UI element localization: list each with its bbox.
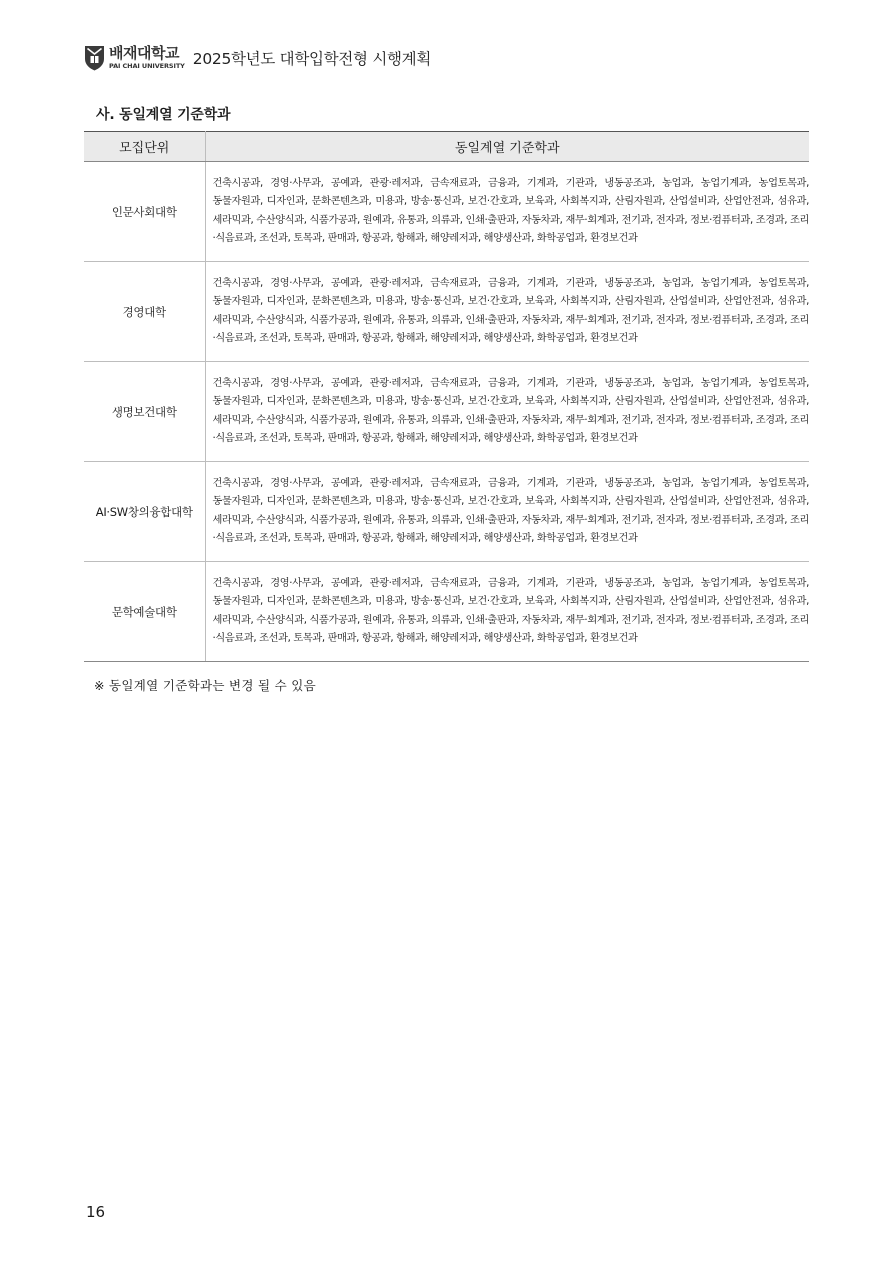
table-row [84,362,809,462]
logo-english-text: PAI CHAI UNIVERSITY [109,62,185,71]
section-title: 사. 동일계열 기준학과 [96,107,231,123]
departments-text: 건축시공과, 경영·사무과, 공예과, 관광·레저과, 금속재료과, 금융과, 기계과, 기관과, 냉동공조과, 농업과, 농업기계과, 농업토목과, 동물자원과, 디자인과, 문화콘텐츠과, 미용과, 방송·통신과, 보건·간호과, 보육과, 사회복지과, 산림자원과, 산업설비과, 산업안전과, 섬유과, 세라믹과, 수산양식과, 식품가공과, 원예과, 유통과, 의류과, 인쇄·출판과, 자동차과, 재무·회계과, 전기과, 전자과, 정보·컴퓨터과, 조경과, 조리·식음료과, 조선과, 토목과, 판매과, 항공과, 항해과, 해양레저과, 해양생산과, 화학공업과, 환경보건과 [212,578,809,644]
departments-cell [205,562,809,662]
table-row [84,162,809,262]
page-header [84,42,431,74]
crest-icon [84,45,105,71]
related-departments-table [84,131,809,662]
departments-cell [205,462,809,562]
unit-cell: 문학예술대학 [84,562,205,662]
column-header-departments: 동일계열 기준학과 [205,132,809,162]
footnote: ※ 동일계열 기준학과는 변경 될 수 있음 [94,678,317,693]
departments-cell [205,162,809,262]
unit-cell: 인문사회대학 [84,162,205,262]
departments-text: 건축시공과, 경영·사무과, 공예과, 관광·레저과, 금속재료과, 금융과, 기계과, 기관과, 냉동공조과, 농업과, 농업기계과, 농업토목과, 동물자원과, 디자인과, 문화콘텐츠과, 미용과, 방송·통신과, 보건·간호과, 보육과, 사회복지과, 산림자원과, 산업설비과, 산업안전과, 섬유과, 세라믹과, 수산양식과, 식품가공과, 원예과, 유통과, 의류과, 인쇄·출판과, 자동차과, 재무·회계과, 전기과, 전자과, 정보·컴퓨터과, 조경과, 조리·식음료과, 조선과, 토목과, 판매과, 항공과, 항해과, 해양레저과, 해양생산과, 화학공업과, 환경보건과 [212,478,809,544]
column-header-unit: 모집단위 [84,132,205,162]
logo-korean-text: 배재대학교 [109,44,179,63]
unit-cell: AI·SW창의융합대학 [84,462,205,562]
departments-text: 건축시공과, 경영·사무과, 공예과, 관광·레저과, 금속재료과, 금융과, 기계과, 기관과, 냉동공조과, 농업과, 농업기계과, 농업토목과, 동물자원과, 디자인과, 문화콘텐츠과, 미용과, 방송·통신과, 보건·간호과, 보육과, 사회복지과, 산림자원과, 산업설비과, 산업안전과, 섬유과, 세라믹과, 수산양식과, 식품가공과, 원예과, 유통과, 의류과, 인쇄·출판과, 자동차과, 재무·회계과, 전기과, 전자과, 정보·컴퓨터과, 조경과, 조리·식음료과, 조선과, 토목과, 판매과, 항공과, 항해과, 해양레저과, 해양생산과, 화학공업과, 환경보건과 [212,378,809,444]
departments-text: 건축시공과, 경영·사무과, 공예과, 관광·레저과, 금속재료과, 금융과, 기계과, 기관과, 냉동공조과, 농업과, 농업기계과, 농업토목과, 동물자원과, 디자인과, 문화콘텐츠과, 미용과, 방송·통신과, 보건·간호과, 보육과, 사회복지과, 산림자원과, 산업설비과, 산업안전과, 섬유과, 세라믹과, 수산양식과, 식품가공과, 원예과, 유통과, 의류과, 인쇄·출판과, 자동차과, 재무·회계과, 전기과, 전자과, 정보·컴퓨터과, 조경과, 조리·식음료과, 조선과, 토목과, 판매과, 항공과, 항해과, 해양레저과, 해양생산과, 화학공업과, 환경보건과 [212,178,809,244]
page-number: 16 [86,1203,106,1221]
departments-cell [205,362,809,462]
unit-cell: 경영대학 [84,262,205,362]
unit-cell: 생명보건대학 [84,362,205,462]
table-row [84,462,809,562]
table-row [84,562,809,662]
university-logo [84,45,185,71]
departments-cell [205,262,809,362]
departments-text: 건축시공과, 경영·사무과, 공예과, 관광·레저과, 금속재료과, 금융과, 기계과, 기관과, 냉동공조과, 농업과, 농업기계과, 농업토목과, 동물자원과, 디자인과, 문화콘텐츠과, 미용과, 방송·통신과, 보건·간호과, 보육과, 사회복지과, 산림자원과, 산업설비과, 산업안전과, 섬유과, 세라믹과, 수산양식과, 식품가공과, 원예과, 유통과, 의류과, 인쇄·출판과, 자동차과, 재무·회계과, 전기과, 전자과, 정보·컴퓨터과, 조경과, 조리·식음료과, 조선과, 토목과, 판매과, 항공과, 항해과, 해양레저과, 해양생산과, 화학공업과, 환경보건과 [212,278,809,344]
document-title: 2025학년도 대학입학전형 시행계획 [192,50,432,68]
table-row [84,262,809,362]
table-header-row [84,132,809,162]
